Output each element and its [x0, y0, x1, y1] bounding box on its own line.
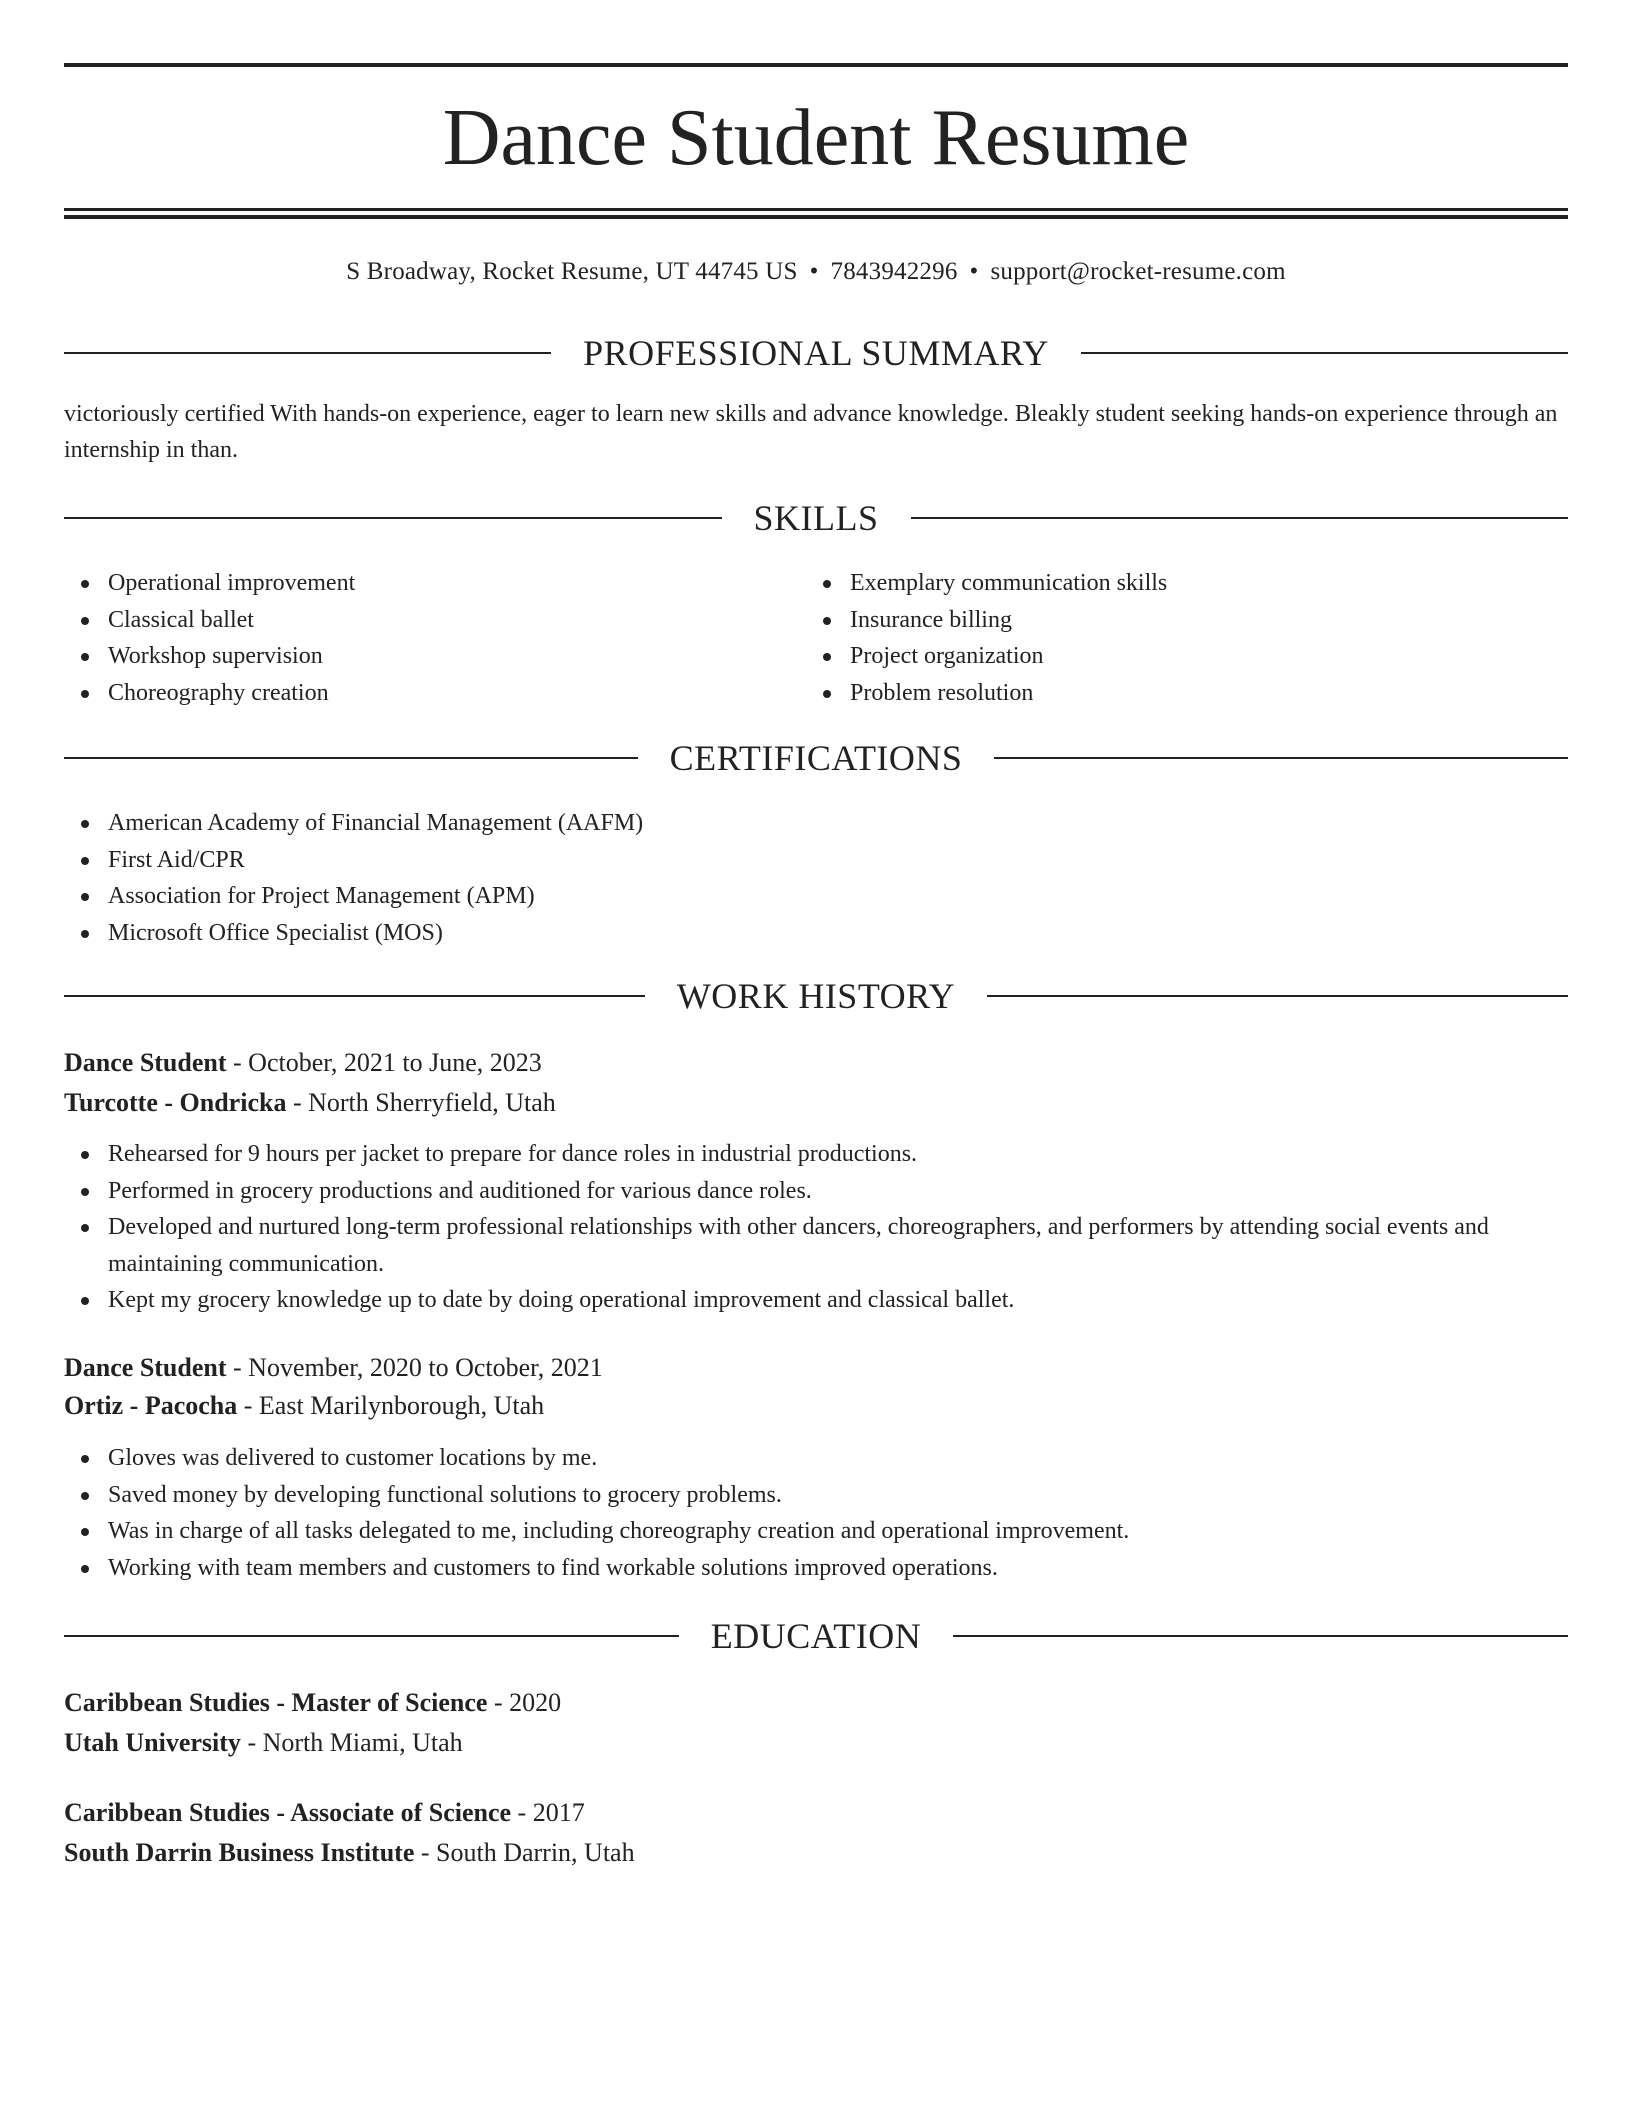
- summary-text: victoriously certified With hands-on experience, eager to learn new skills and advance knowledge. Bleakly student seeking hands-on experience through an internship in than.: [64, 401, 1558, 463]
- heading-rule: [64, 1635, 679, 1637]
- resume-title: Dance Student Resume: [442, 94, 1190, 182]
- job-duty: Was in charge of all tasks delegated to me, including choreography creation and operational improvement.: [108, 1513, 1568, 1550]
- job-company-line: [64, 1083, 1568, 1123]
- education-year: - 2020: [487, 1688, 562, 1717]
- education-location: - South Darrin, Utah: [414, 1838, 635, 1867]
- contact-phone: 7843942296: [830, 258, 958, 285]
- section-heading-education: [64, 1613, 1568, 1659]
- job-duty: Saved money by developing functional solutions to grocery problems.: [108, 1477, 1568, 1514]
- job-duties-list: [64, 1440, 1568, 1586]
- job-title: Dance Student: [64, 1048, 227, 1077]
- heading-rule: [987, 995, 1568, 997]
- skill-item: Classical ballet: [108, 602, 808, 639]
- job-location: - East Marilynborough, Utah: [237, 1391, 545, 1420]
- contact-separator: •: [969, 258, 979, 285]
- job-duty: Working with team members and customers to find workable solutions improved operations.: [108, 1550, 1568, 1587]
- section-title: CERTIFICATIONS: [669, 738, 963, 778]
- job-location: - North Sherryfield, Utah: [286, 1088, 556, 1117]
- education-location: - North Miami, Utah: [240, 1728, 463, 1757]
- job-company-line: [64, 1386, 1568, 1426]
- job-title-line: [64, 1043, 1568, 1083]
- heading-rule: [1081, 352, 1568, 354]
- section-title: PROFESSIONAL SUMMARY: [583, 333, 1049, 373]
- heading-rule: [953, 1635, 1568, 1637]
- certification-item: Association for Project Management (APM): [108, 878, 1568, 915]
- education-school-line: [64, 1833, 1568, 1873]
- certification-item: American Academy of Financial Management (AAFM): [108, 805, 1568, 842]
- skill-item: Operational improvement: [108, 565, 808, 602]
- contact-separator: •: [809, 258, 819, 285]
- section-heading-work-history: [64, 973, 1568, 1019]
- title-rule-lower: [64, 215, 1568, 219]
- education-degree-line: [64, 1793, 1568, 1833]
- skills-list-left: [64, 565, 808, 711]
- heading-rule: [994, 757, 1568, 759]
- heading-rule: [64, 995, 645, 997]
- contact-address: S Broadway, Rocket Resume, UT 44745 US: [346, 258, 798, 285]
- job-duty: Kept my grocery knowledge up to date by doing operational improvement and classical ballet.: [108, 1282, 1568, 1319]
- education-degree-line: [64, 1683, 1568, 1723]
- contact-email: support@rocket-resume.com: [990, 258, 1286, 285]
- certification-item: Microsoft Office Specialist (MOS): [108, 915, 1568, 952]
- education-degree: Caribbean Studies - Master of Science: [64, 1688, 488, 1717]
- job-title-line: [64, 1348, 1568, 1388]
- job-duty: Developed and nurtured long-term professional relationships with other dancers, choreographers, and performers by attending social events and maintaining communication.: [108, 1209, 1568, 1282]
- heading-rule: [911, 517, 1569, 519]
- skill-item: Problem resolution: [850, 675, 1550, 712]
- section-title: WORK HISTORY: [676, 976, 956, 1016]
- education-year: - 2017: [511, 1798, 585, 1827]
- job-duties-list: [64, 1136, 1568, 1319]
- skill-item: Project organization: [850, 638, 1550, 675]
- heading-rule: [64, 352, 551, 354]
- skill-item: Insurance billing: [850, 602, 1550, 639]
- job-title: Dance Student: [64, 1353, 227, 1382]
- job-company: Turcotte - Ondricka: [64, 1088, 287, 1117]
- heading-rule: [64, 517, 722, 519]
- skills-list-right: [806, 565, 1550, 711]
- heading-rule: [64, 757, 638, 759]
- job-dates: - October, 2021 to June, 2023: [226, 1048, 542, 1077]
- job-duty: Rehearsed for 9 hours per jacket to prepare for dance roles in industrial productions.: [108, 1136, 1568, 1173]
- skill-item: Workshop supervision: [108, 638, 808, 675]
- education-school-line: [64, 1723, 1568, 1763]
- skill-item: Choreography creation: [108, 675, 808, 712]
- skill-item: Exemplary communication skills: [850, 565, 1550, 602]
- top-rule: [64, 63, 1568, 67]
- job-dates: - November, 2020 to October, 2021: [226, 1353, 603, 1382]
- education-school: South Darrin Business Institute: [64, 1838, 415, 1867]
- job-duty: Gloves was delivered to customer locations by me.: [108, 1440, 1568, 1477]
- section-title: EDUCATION: [710, 1616, 922, 1656]
- education-school: Utah University: [64, 1728, 241, 1757]
- title-rule-upper: [64, 208, 1568, 211]
- certifications-list: [64, 805, 1568, 951]
- job-company: Ortiz - Pacocha: [64, 1391, 238, 1420]
- section-title: SKILLS: [753, 498, 879, 538]
- section-heading-skills: [64, 495, 1568, 541]
- section-heading-summary: [64, 330, 1568, 376]
- job-duty: Performed in grocery productions and auditioned for various dance roles.: [108, 1173, 1568, 1210]
- section-heading-certifications: [64, 735, 1568, 781]
- education-degree: Caribbean Studies - Associate of Science: [64, 1798, 512, 1827]
- certification-item: First Aid/CPR: [108, 842, 1568, 879]
- contact-line: [64, 252, 1568, 292]
